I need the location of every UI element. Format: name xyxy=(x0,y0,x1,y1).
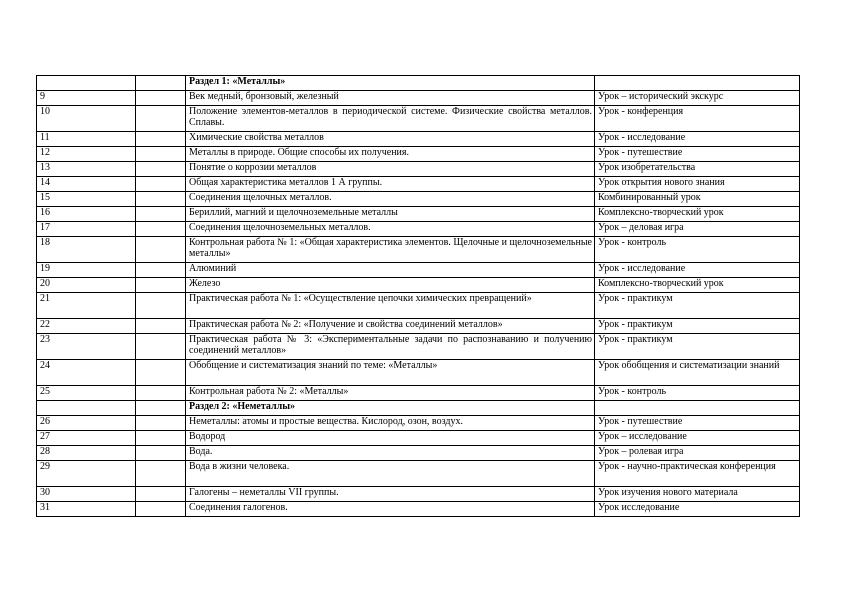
lesson-topic-cell: Алюминий xyxy=(186,263,595,278)
lesson-type-cell: Урок открытия нового знания xyxy=(595,177,800,192)
date-cell xyxy=(136,431,186,446)
lesson-topic-cell: Железо xyxy=(186,278,595,293)
table-row xyxy=(37,416,800,431)
lesson-topic-cell: Вода в жизни человека. xyxy=(186,461,595,487)
date-cell xyxy=(136,293,186,319)
lesson-type-cell xyxy=(595,401,800,416)
date-cell xyxy=(136,360,186,386)
lesson-type-cell: Комплексно-творческий урок xyxy=(595,207,800,222)
lesson-topic-cell: Общая характеристика металлов 1 А группы. xyxy=(186,177,595,192)
lesson-number-cell: 23 xyxy=(37,334,136,360)
table-row xyxy=(37,360,800,386)
lesson-type-cell: Урок – исследование xyxy=(595,431,800,446)
table-row xyxy=(37,319,800,334)
date-cell xyxy=(136,162,186,177)
table-row xyxy=(37,91,800,106)
lesson-number-cell: 21 xyxy=(37,293,136,319)
lesson-type-cell xyxy=(595,76,800,91)
table-row xyxy=(37,461,800,487)
date-cell xyxy=(136,334,186,360)
lesson-number-cell: 17 xyxy=(37,222,136,237)
date-cell xyxy=(136,207,186,222)
table-row xyxy=(37,237,800,263)
lesson-topic-cell: Соединения щелочных металлов. xyxy=(186,192,595,207)
table-row xyxy=(37,293,800,319)
lesson-number-cell: 13 xyxy=(37,162,136,177)
lesson-type-cell: Урок - контроль xyxy=(595,386,800,401)
lesson-type-cell: Урок - практикум xyxy=(595,293,800,319)
lesson-topic-cell: Металлы в природе. Общие способы их получения. xyxy=(186,147,595,162)
date-cell xyxy=(136,446,186,461)
date-cell xyxy=(136,263,186,278)
lesson-number-cell: 15 xyxy=(37,192,136,207)
lesson-number-cell: 12 xyxy=(37,147,136,162)
lesson-number-cell xyxy=(37,401,136,416)
date-cell xyxy=(136,222,186,237)
lesson-number-cell: 18 xyxy=(37,237,136,263)
lesson-topic-cell: Контрольная работа № 1: «Общая характеристика элементов. Щелочные и щелочноземельные металлы» xyxy=(186,237,595,263)
lesson-number-cell: 19 xyxy=(37,263,136,278)
date-cell xyxy=(136,147,186,162)
date-cell xyxy=(136,278,186,293)
lesson-topic-cell: Контрольная работа № 2: «Металлы» xyxy=(186,386,595,401)
table-row xyxy=(37,162,800,177)
table-row xyxy=(37,222,800,237)
lesson-topic-cell: Обобщение и систематизация знаний по теме: «Металлы» xyxy=(186,360,595,386)
date-cell xyxy=(136,487,186,502)
lesson-number-cell: 30 xyxy=(37,487,136,502)
section-header-row xyxy=(37,76,800,91)
date-cell xyxy=(136,319,186,334)
lesson-number-cell: 11 xyxy=(37,132,136,147)
lesson-number-cell: 22 xyxy=(37,319,136,334)
section-header-row xyxy=(37,401,800,416)
lesson-topic-cell: Практическая работа № 1: «Осуществление цепочки химических превращений» xyxy=(186,293,595,319)
date-cell xyxy=(136,416,186,431)
lesson-type-cell: Урок исследование xyxy=(595,502,800,517)
date-cell xyxy=(136,192,186,207)
table-row xyxy=(37,106,800,132)
lesson-number-cell: 29 xyxy=(37,461,136,487)
lesson-type-cell: Урок изучения нового материала xyxy=(595,487,800,502)
table-row xyxy=(37,502,800,517)
lesson-topic-cell: Галогены – неметаллы VII группы. xyxy=(186,487,595,502)
lesson-number-cell: 24 xyxy=(37,360,136,386)
lesson-type-cell: Урок – ролевая игра xyxy=(595,446,800,461)
table-row xyxy=(37,263,800,278)
lesson-number-cell: 9 xyxy=(37,91,136,106)
lesson-type-cell: Урок - научно-практическая конференция xyxy=(595,461,800,487)
date-cell xyxy=(136,76,186,91)
table-row xyxy=(37,177,800,192)
lesson-topic-cell: Век медный, бронзовый, железный xyxy=(186,91,595,106)
lesson-topic-cell: Соединения щелочноземельных металлов. xyxy=(186,222,595,237)
lesson-type-cell: Комплексно-творческий урок xyxy=(595,278,800,293)
lesson-topic-cell: Практическая работа № 2: «Получение и свойства соединений металлов» xyxy=(186,319,595,334)
lesson-type-cell: Урок - практикум xyxy=(595,319,800,334)
lesson-type-cell: Урок - путешествие xyxy=(595,147,800,162)
lesson-type-cell: Урок - исследование xyxy=(595,263,800,278)
lesson-topic-cell: Бериллий, магний и щелочноземельные металлы xyxy=(186,207,595,222)
date-cell xyxy=(136,502,186,517)
date-cell xyxy=(136,237,186,263)
table-row xyxy=(37,147,800,162)
table-row xyxy=(37,431,800,446)
date-cell xyxy=(136,401,186,416)
table-row xyxy=(37,192,800,207)
lesson-topic-cell: Практическая работа № 3: «Экспериментальные задачи по распознаванию и получению соединений металлов» xyxy=(186,334,595,360)
lesson-type-cell: Урок - исследование xyxy=(595,132,800,147)
table-row xyxy=(37,334,800,360)
table-row xyxy=(37,446,800,461)
lesson-type-cell: Урок - конференция xyxy=(595,106,800,132)
lesson-topic-cell: Водород xyxy=(186,431,595,446)
date-cell xyxy=(136,91,186,106)
table-row xyxy=(37,278,800,293)
lesson-number-cell: 28 xyxy=(37,446,136,461)
section-title: Раздел 1: «Металлы» xyxy=(186,76,595,91)
table-row xyxy=(37,132,800,147)
lesson-number-cell: 20 xyxy=(37,278,136,293)
lesson-number-cell: 26 xyxy=(37,416,136,431)
lesson-number-cell: 27 xyxy=(37,431,136,446)
lesson-number-cell: 10 xyxy=(37,106,136,132)
lesson-type-cell: Урок – деловая игра xyxy=(595,222,800,237)
table-row xyxy=(37,207,800,222)
lesson-number-cell: 14 xyxy=(37,177,136,192)
lesson-plan-table xyxy=(36,75,800,517)
lesson-number-cell xyxy=(37,76,136,91)
section-title: Раздел 2: «Неметаллы» xyxy=(186,401,595,416)
lesson-topic-cell: Неметаллы: атомы и простые вещества. Кислород, озон, воздух. xyxy=(186,416,595,431)
lesson-type-cell: Урок - путешествие xyxy=(595,416,800,431)
lesson-type-cell: Урок обобщения и систематизации знаний xyxy=(595,360,800,386)
lesson-topic-cell: Химические свойства металлов xyxy=(186,132,595,147)
lesson-type-cell: Урок - контроль xyxy=(595,237,800,263)
lesson-number-cell: 31 xyxy=(37,502,136,517)
date-cell xyxy=(136,177,186,192)
lesson-topic-cell: Понятие о коррозии металлов xyxy=(186,162,595,177)
lesson-topic-cell: Соединения галогенов. xyxy=(186,502,595,517)
lesson-type-cell: Урок изобретательства xyxy=(595,162,800,177)
date-cell xyxy=(136,132,186,147)
lesson-topic-cell: Вода. xyxy=(186,446,595,461)
date-cell xyxy=(136,386,186,401)
date-cell xyxy=(136,461,186,487)
date-cell xyxy=(136,106,186,132)
lesson-plan-body xyxy=(37,76,800,517)
lesson-type-cell: Урок – исторический экскурс xyxy=(595,91,800,106)
lesson-number-cell: 16 xyxy=(37,207,136,222)
lesson-topic-cell: Положение элементов-металлов в периодической системе. Физические свойства металлов. Сплавы. xyxy=(186,106,595,132)
lesson-number-cell: 25 xyxy=(37,386,136,401)
lesson-type-cell: Урок - практикум xyxy=(595,334,800,360)
table-row xyxy=(37,487,800,502)
table-row xyxy=(37,386,800,401)
lesson-type-cell: Комбинированный урок xyxy=(595,192,800,207)
